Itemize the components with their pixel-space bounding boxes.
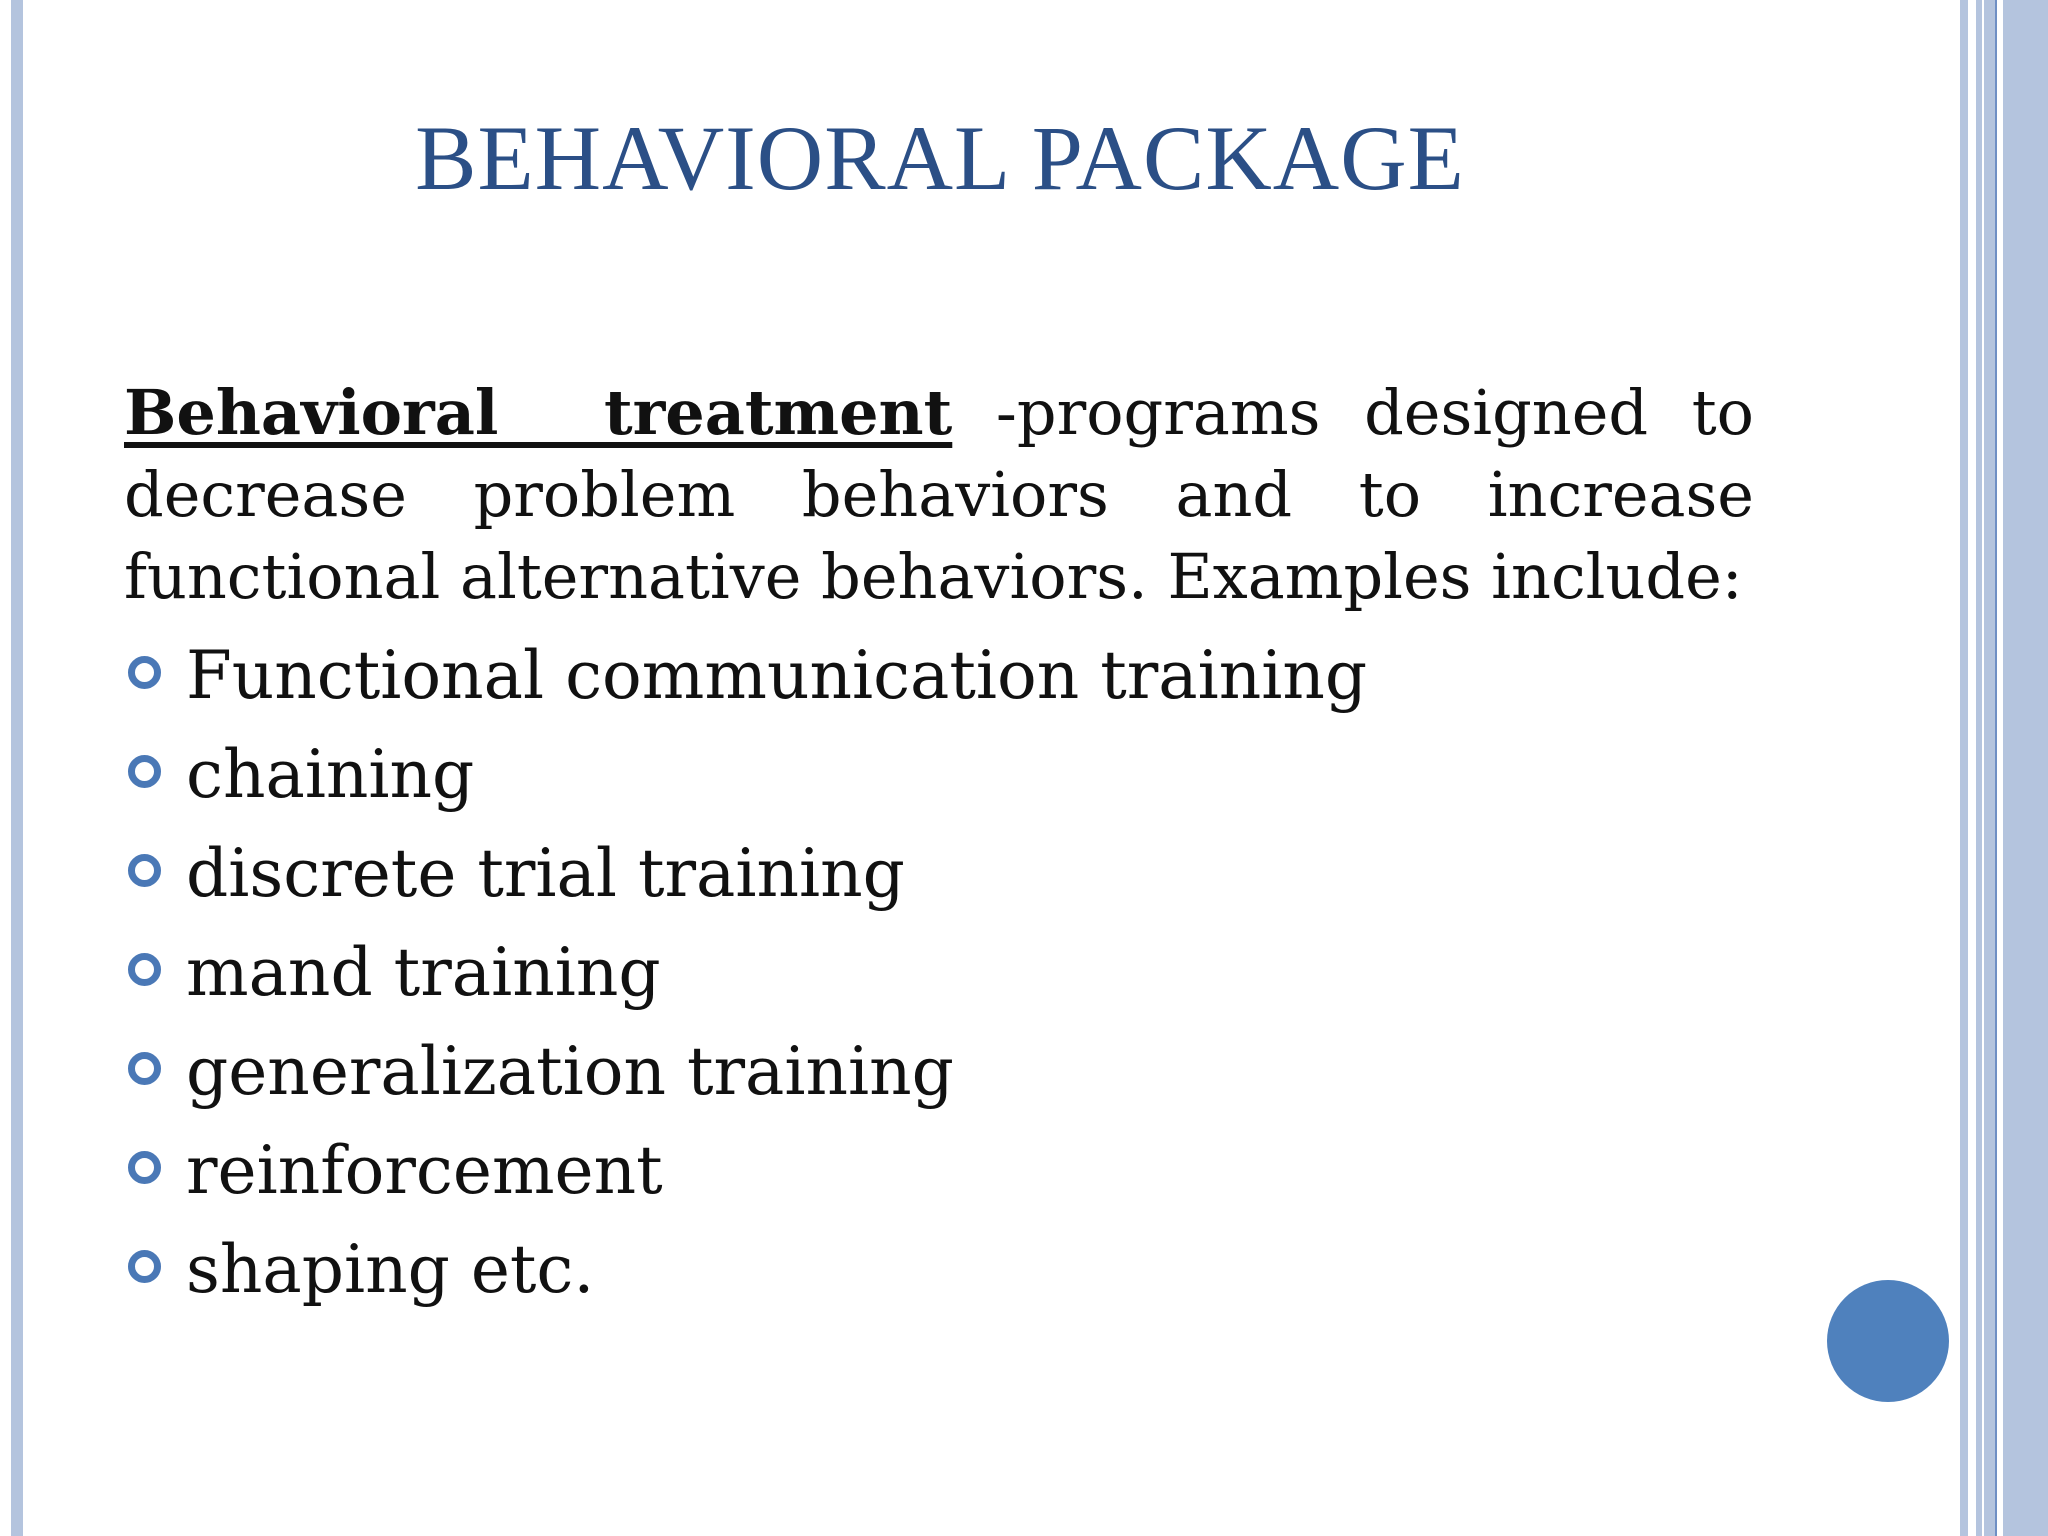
right-border-band-4	[2003, 0, 2048, 1536]
right-border-band-3	[1984, 0, 1995, 1536]
hollow-circle-bullet-icon	[128, 656, 161, 689]
hollow-circle-bullet-icon	[128, 1052, 161, 1085]
list-item-text: mand training	[186, 934, 661, 1011]
list-item	[124, 1123, 1367, 1222]
intro-definition: -programs designed to decrease problem behaviors and to increase functional alternative behaviors. Examples include:	[124, 376, 1754, 613]
intro-paragraph	[124, 372, 1754, 618]
list-item	[124, 727, 1367, 826]
hollow-circle-bullet-icon	[128, 1250, 161, 1283]
filled-circle-icon	[1827, 1280, 1949, 1402]
left-border-band	[11, 0, 23, 1536]
examples-list	[124, 628, 1367, 1321]
list-item	[124, 1024, 1367, 1123]
list-item-text: chaining	[186, 736, 475, 813]
list-item	[124, 1222, 1367, 1321]
right-border-band-1	[1960, 0, 1968, 1536]
list-item-text: discrete trial training	[186, 835, 905, 912]
list-item	[124, 628, 1367, 727]
hollow-circle-bullet-icon	[128, 1151, 161, 1184]
hollow-circle-bullet-icon	[128, 953, 161, 986]
list-item-text: Functional communication training	[186, 637, 1368, 714]
hollow-circle-bullet-icon	[128, 755, 161, 788]
hollow-circle-bullet-icon	[128, 854, 161, 887]
slide-title: BEHAVIORAL PACKAGE	[415, 107, 1465, 209]
list-item-text: shaping etc.	[186, 1231, 595, 1308]
list-item-text: reinforcement	[186, 1132, 663, 1209]
list-item	[124, 826, 1367, 925]
intro-term: Behavioral treatment	[124, 376, 953, 449]
list-item	[124, 925, 1367, 1024]
list-item-text: generalization training	[186, 1033, 954, 1110]
